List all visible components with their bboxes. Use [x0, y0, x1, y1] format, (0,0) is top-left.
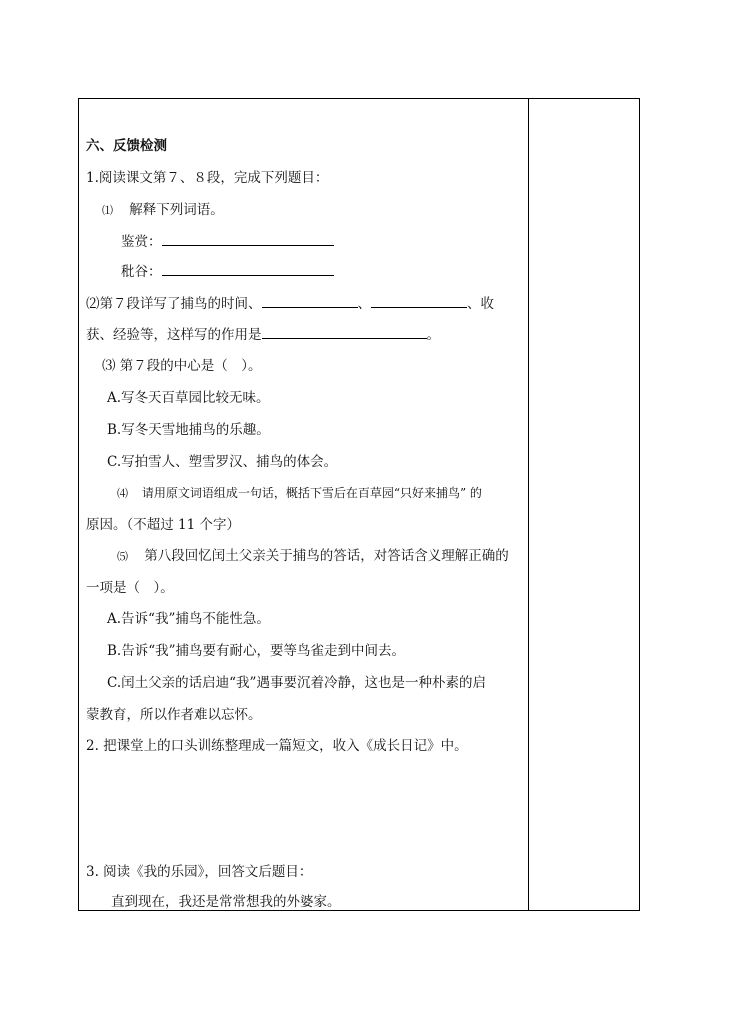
sub-question-5-line-1: ⑸ 第八段回忆闰土父亲关于捕鸟的答话，对答话含义理解正确的 — [117, 548, 509, 564]
sub-question-4-line-2: 原因。（不超过 11 个字） — [86, 517, 241, 533]
sub-question-5-number: ⑸ — [117, 550, 128, 563]
sub-question-2-line-1: ⑵第７段详写了捕鸟的时间、 、 、收 — [86, 296, 494, 312]
answer-blank — [371, 296, 467, 308]
sub-question-4-line-1: ⑷ 请用原文词语组成一句话，概括下雪后在百草园“只好来捕鸟” 的 — [117, 486, 482, 500]
question-2: 2. 把课堂上的口头训练整理成一篇短文，收入《成长日记》中。 — [86, 738, 468, 754]
sub-question-1-text: 解释下列词语。 — [129, 202, 224, 218]
sub-question-5-line-2: 一项是（ ）。 — [86, 580, 174, 596]
term-1-label: 鉴赏： — [121, 234, 162, 250]
answer-blank — [262, 327, 427, 339]
option-c-line-2: 蒙教育，所以作者难以忘怀。 — [86, 707, 262, 723]
option-c-line-1: C.闰土父亲的话启迪“我”遇事要沉着冷静，这也是一种朴素的启 — [107, 675, 486, 691]
option-a: A.写冬天百草园比较无味。 — [107, 390, 270, 406]
term-2-label: 秕谷： — [121, 264, 162, 280]
answer-blank — [162, 264, 334, 276]
question-1-intro: 1.阅读课文第７、８段，完成下列题目： — [86, 170, 329, 186]
sub-question-4-number: ⑷ — [117, 487, 128, 500]
sub-question-1-number: ⑴ — [102, 204, 113, 217]
option-a: A.告诉“我”捕鸟不能性急。 — [107, 611, 270, 627]
worksheet-table — [78, 98, 640, 911]
answer-blank — [162, 234, 334, 246]
option-b: B.告诉“我”捕鸟要有耐心，要等鸟雀走到中间去。 — [107, 643, 406, 659]
section-title: 六、反馈检测 — [86, 138, 167, 154]
option-c: C.写拍雪人、塑雪罗汉、捕鸟的体会。 — [107, 454, 338, 470]
question-3-passage-line: 直到现在，我还是常常想我的外婆家。 — [111, 894, 341, 910]
sub-question-1 — [102, 202, 224, 219]
term-2-line — [121, 264, 334, 280]
table-column-divider — [528, 98, 529, 911]
option-b: B.写冬天雪地捕鸟的乐趣。 — [107, 422, 270, 438]
question-3-intro: 3. 阅读《我的乐园》，回答文后题目： — [86, 864, 313, 880]
term-1-line — [121, 234, 334, 250]
answer-blank — [262, 296, 358, 308]
sub-question-3: ⑶ 第７段的中心是（ ）。 — [102, 358, 262, 374]
sub-question-2-line-2: 获、经验等，这样写的作用是 。 — [86, 327, 440, 343]
